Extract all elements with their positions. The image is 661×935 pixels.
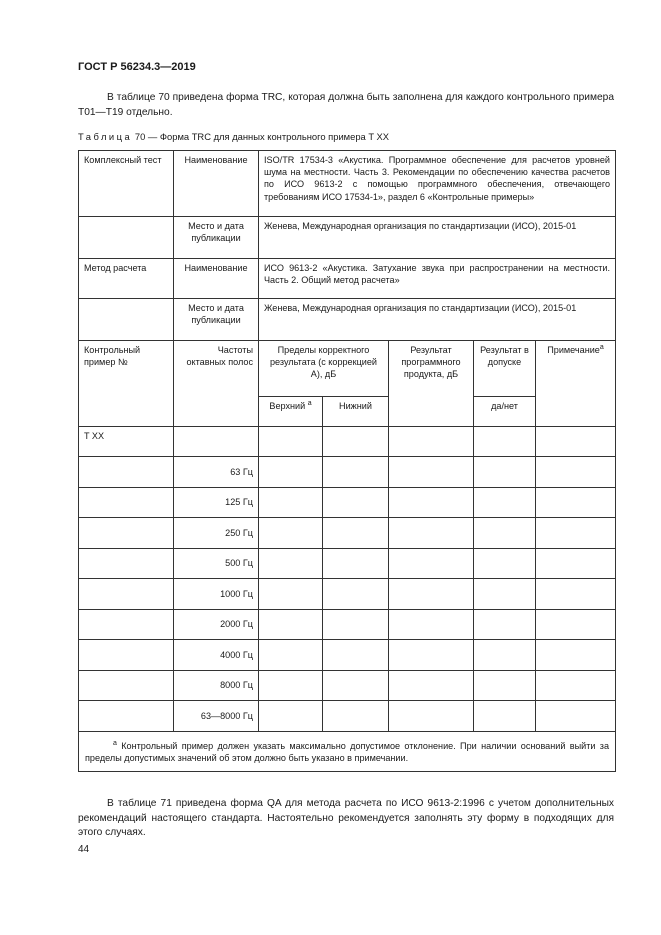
empty-cell: [389, 487, 474, 518]
empty-cell: [536, 670, 616, 701]
method-label: Метод расчета: [79, 259, 174, 299]
empty-cell: [323, 548, 389, 579]
empty-cell: [79, 457, 174, 488]
col-header-limits: Пределы корректного результата (с коррекцией А), дБ: [259, 341, 389, 397]
table-row: [79, 609, 616, 640]
empty-cell: [323, 701, 389, 732]
empty-cell: [536, 427, 616, 457]
empty-cell: [79, 579, 174, 610]
col-header-note: [536, 341, 616, 427]
empty-cell: [389, 457, 474, 488]
empty-cell: [79, 640, 174, 671]
table-row: [79, 259, 616, 299]
empty-cell: [323, 427, 389, 457]
col-header-yes-no: да/нет: [474, 397, 536, 427]
table-row: [79, 427, 616, 457]
empty-cell: [389, 427, 474, 457]
method-place-label: Место и дата публикации: [174, 299, 259, 341]
empty-cell: [536, 701, 616, 732]
empty-cell: [323, 640, 389, 671]
complex-test-name-value: ISO/TR 17534-3 «Акустика. Программное обеспечение для расчетов уровней шума на местности. Часть 3. Рекомендации по обеспечению качества расчетов по ИСО 9613-2 с помощью программного обеспечения, отвечающего требованиям ИСО 17534-1», раздел 6 «Контрольные примеры»: [259, 151, 616, 217]
empty-cell: [79, 609, 174, 640]
closing-paragraph: В таблице 71 приведена форма QA для метода расчета по ИСО 9613-2:1996 с учетом дополнительных рекомендаций настоящего стандарта. Настоятельно рекомендуется заполнять эту форму в подходящих для этого случаях.: [78, 798, 614, 839]
empty-cell: [174, 427, 259, 457]
frequency-cell: 63 Гц: [174, 457, 259, 488]
empty-cell: [259, 609, 323, 640]
empty-cell: [474, 640, 536, 671]
empty-cell: [474, 670, 536, 701]
empty-cell: [79, 548, 174, 579]
frequency-cell: 1000 Гц: [174, 579, 259, 610]
empty-cell: [474, 701, 536, 732]
empty-cell: [79, 701, 174, 732]
col-header-frequencies: Частоты октавных полос: [174, 341, 259, 427]
table-row: [79, 548, 616, 579]
empty-cell: [323, 518, 389, 549]
frequency-cell: 250 Гц: [174, 518, 259, 549]
empty-cell: [474, 487, 536, 518]
empty-cell: [389, 548, 474, 579]
empty-cell: [474, 609, 536, 640]
document-header: ГОСТ Р 56234.3—2019: [78, 61, 196, 73]
empty-cell: [79, 487, 174, 518]
empty-cell: [323, 487, 389, 518]
empty-cell: [536, 609, 616, 640]
table-footnote-row: [79, 731, 616, 771]
col-header-example-no: Контрольный пример №: [79, 341, 174, 427]
empty-cell: [259, 670, 323, 701]
empty-cell: [259, 640, 323, 671]
table-row: [79, 299, 616, 341]
empty-cell: [79, 518, 174, 549]
frequency-cell: 4000 Гц: [174, 640, 259, 671]
empty-cell: [259, 548, 323, 579]
empty-cell: [536, 640, 616, 671]
frequency-cell: 125 Гц: [174, 487, 259, 518]
empty-cell: [536, 457, 616, 488]
col-header-note-text: Примечание: [547, 345, 600, 355]
empty-cell: [259, 518, 323, 549]
empty-cell: [536, 518, 616, 549]
table-row: [79, 640, 616, 671]
empty-cell: [259, 427, 323, 457]
empty-cell: [536, 487, 616, 518]
empty-cell: [323, 670, 389, 701]
table-row: [79, 217, 616, 259]
frequency-cell: 8000 Гц: [174, 670, 259, 701]
col-header-software-result: Результат программного продукта, дБ: [389, 341, 474, 427]
table-row: [79, 518, 616, 549]
empty-cell: [474, 548, 536, 579]
table-header-row: [79, 341, 616, 397]
empty-cell: [259, 487, 323, 518]
example-id-cell: T XX: [79, 427, 174, 457]
col-header-within-tolerance: Результат в допуске: [474, 341, 536, 397]
empty-cell: [536, 548, 616, 579]
empty-cell: [259, 701, 323, 732]
frequency-cell: 63—8000 Гц: [174, 701, 259, 732]
empty-cell: [259, 579, 323, 610]
method-place-value: Женева, Международная организация по стандартизации (ИСО), 2015-01: [259, 299, 616, 341]
table-caption: [78, 131, 389, 142]
empty-cell: [474, 579, 536, 610]
empty-cell: [474, 457, 536, 488]
col-header-lower: Нижний: [323, 397, 389, 427]
empty-cell: [323, 609, 389, 640]
table-row: [79, 487, 616, 518]
trc-form-table: [78, 150, 616, 772]
table-row: [79, 701, 616, 732]
table-footnote: [79, 731, 616, 771]
empty-cell: [389, 670, 474, 701]
page-number: 44: [78, 844, 90, 855]
empty-cell: [536, 579, 616, 610]
footnote-marker: a: [599, 343, 604, 351]
method-name-label: Наименование: [174, 259, 259, 299]
empty-cell: [474, 427, 536, 457]
complex-test-label: Комплексный тест: [79, 151, 174, 217]
empty-cell: [389, 609, 474, 640]
empty-cell: [259, 457, 323, 488]
empty-cell: [389, 701, 474, 732]
empty-cell: [323, 579, 389, 610]
frequency-cell: 500 Гц: [174, 548, 259, 579]
empty-cell: [79, 299, 174, 341]
empty-cell: [389, 579, 474, 610]
method-name-value: ИСО 9613-2 «Акустика. Затухание звука при распространении на местности. Часть 2. Общий метод расчета»: [259, 259, 616, 299]
complex-test-place-value: Женева, Международная организация по стандартизации (ИСО), 2015-01: [259, 217, 616, 259]
complex-test-place-label: Место и дата публикации: [174, 217, 259, 259]
complex-test-name-label: Наименование: [174, 151, 259, 217]
footnote-marker: a: [113, 739, 117, 747]
table-row: [79, 670, 616, 701]
empty-cell: [323, 457, 389, 488]
empty-cell: [79, 217, 174, 259]
footnote-text: Контрольный пример должен указать максимально допустимое отклонение. При наличии оснований выйти за пределы допустимых значений об этом должно быть указано в примечании.: [85, 740, 610, 763]
table-caption-word: Таблица: [78, 131, 133, 142]
col-header-upper-text: Верхний: [269, 401, 308, 411]
empty-cell: [389, 518, 474, 549]
intro-paragraph: В таблице 70 приведена форма TRC, которая должна быть заполнена для каждого контрольного примера T01—T19 отдельно.: [78, 92, 614, 118]
empty-cell: [79, 670, 174, 701]
table-row: [79, 579, 616, 610]
table-row: [79, 457, 616, 488]
col-header-upper: [259, 397, 323, 427]
table-row: [79, 151, 616, 217]
frequency-cell: 2000 Гц: [174, 609, 259, 640]
empty-cell: [389, 640, 474, 671]
empty-cell: [474, 518, 536, 549]
table-caption-text: 70 — Форма TRC для данных контрольного примера T XX: [132, 131, 390, 142]
footnote-marker: a: [307, 399, 312, 407]
